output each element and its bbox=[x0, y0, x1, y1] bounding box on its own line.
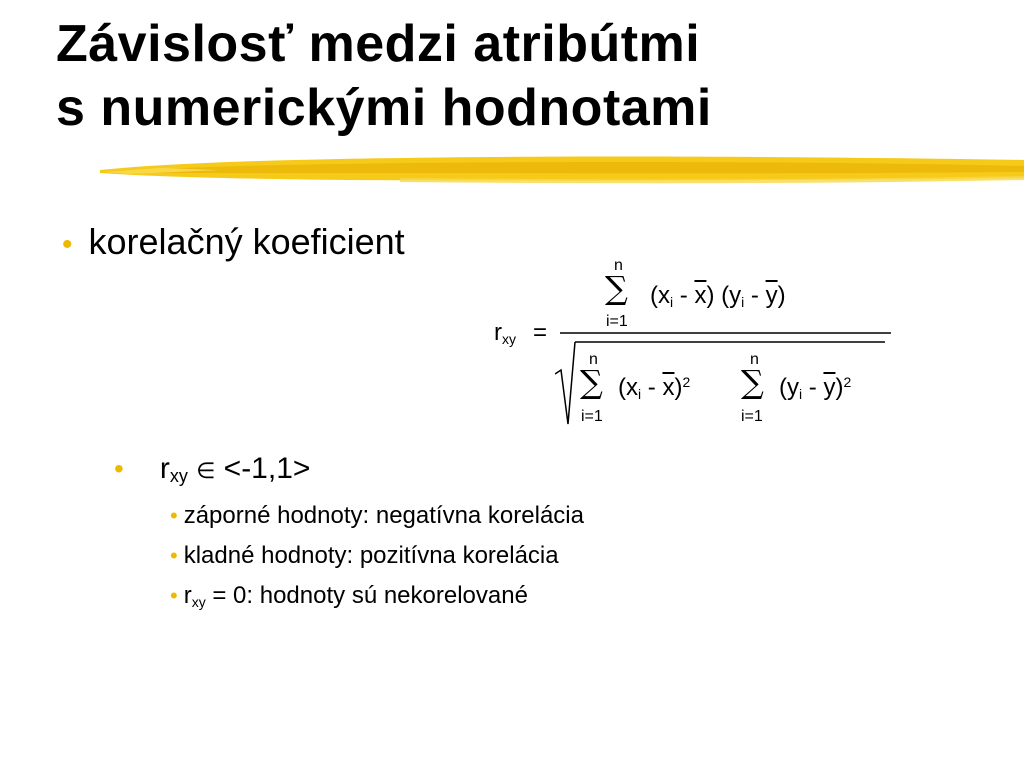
bullet-icon: • bbox=[62, 228, 73, 261]
range-sub-list bbox=[170, 496, 584, 616]
num-sum-lower: i=1 bbox=[606, 313, 628, 330]
title-line-2: s numerickými hodnotami bbox=[56, 79, 712, 137]
den2-sum-lower: i=1 bbox=[741, 408, 763, 425]
bullet-text: korelačný koeficient bbox=[88, 221, 405, 262]
formula-lhs: $r_{xy}$ bbox=[494, 319, 516, 347]
list-item: • $r_{xy} = 0$: hodnoty sú nekorelované bbox=[170, 576, 584, 616]
list-item: • kladné hodnoty: pozitívna korelácia bbox=[170, 536, 584, 576]
bullet-icon: • bbox=[170, 583, 178, 608]
den1-sum-upper: n bbox=[589, 351, 598, 368]
title-line-1: Závislosť medzi atribútmi bbox=[56, 15, 701, 73]
bullet-icon: • bbox=[170, 543, 178, 568]
formula-equals: = bbox=[533, 319, 548, 346]
bullet-icon: • bbox=[114, 453, 124, 484]
den2-sum-upper: n bbox=[750, 351, 759, 368]
bullet-icon: • bbox=[170, 503, 178, 528]
bullet-correlation bbox=[62, 222, 405, 265]
den1-sum-icon: ∑ bbox=[580, 363, 603, 401]
den2-sum-icon: ∑ bbox=[741, 363, 764, 401]
num-sum-icon: ∑ bbox=[605, 269, 628, 307]
slide-title bbox=[56, 12, 712, 140]
den1-sum-lower: i=1 bbox=[581, 408, 603, 425]
range-statement: $r_{xy}$ ∈ <-1,1> bbox=[159, 452, 311, 486]
numerator-terms: $(x_i - \overline{x})$ $(y_i - \overline{y})$ bbox=[650, 282, 786, 310]
den2-terms: $(y_i - \overline{y})^2$ bbox=[779, 374, 852, 402]
den1-terms: $(x_i - \overline{x})^2$ bbox=[618, 374, 691, 402]
list-item: • záporné hodnoty: negatívna korelácia bbox=[170, 496, 584, 536]
yellow-brush-underline bbox=[100, 150, 1024, 188]
bullet-range bbox=[114, 452, 310, 486]
num-sum-upper: n bbox=[614, 257, 623, 274]
